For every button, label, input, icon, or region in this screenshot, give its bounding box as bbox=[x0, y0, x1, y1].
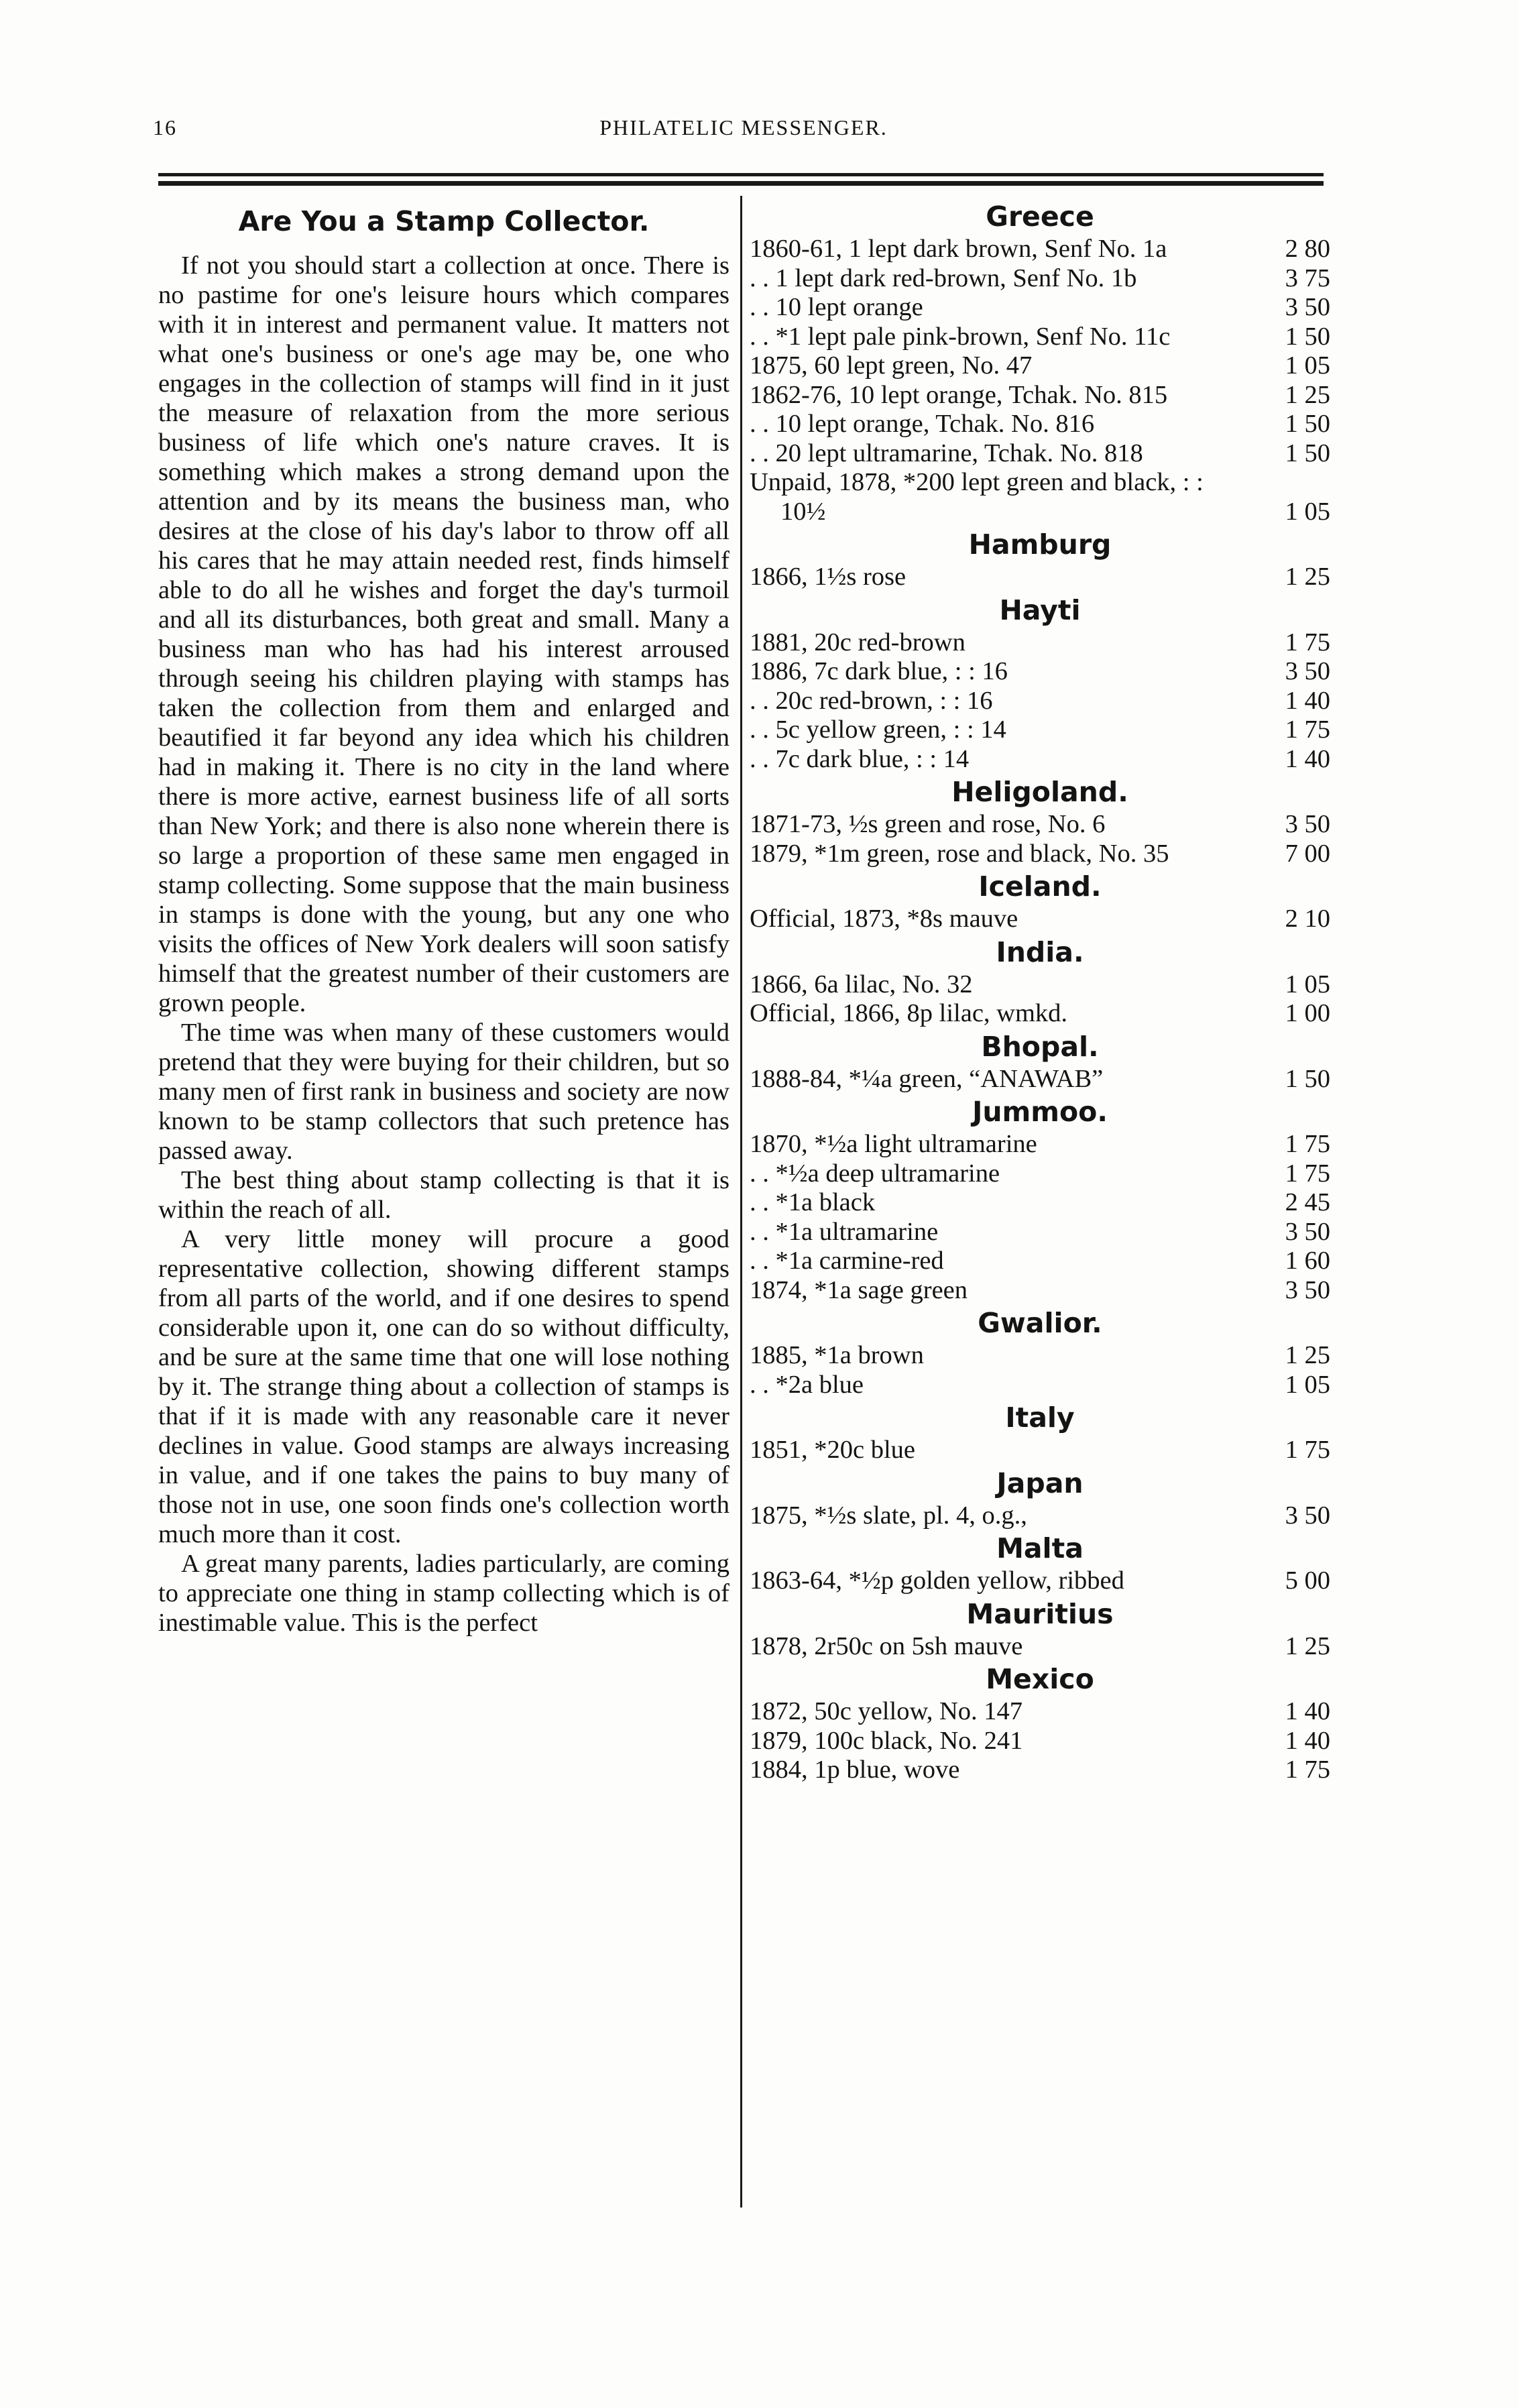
entry-price: 1 75 bbox=[1285, 1756, 1330, 1784]
price-entry bbox=[750, 1727, 1330, 1756]
price-entry bbox=[750, 351, 1330, 381]
price-entry bbox=[750, 810, 1330, 840]
price-entry bbox=[750, 1218, 1330, 1247]
entry-price: 1 25 bbox=[1285, 1631, 1330, 1660]
entry-price: 1 25 bbox=[1285, 1341, 1330, 1369]
entry-price: 1 40 bbox=[1285, 1726, 1330, 1755]
entry-price: 1 60 bbox=[1285, 1247, 1330, 1275]
price-entry bbox=[750, 715, 1330, 745]
country-heading: Malta bbox=[996, 1532, 1084, 1564]
entry-price: 1 40 bbox=[1285, 744, 1330, 773]
article-paragraph: The time was when many of these customers would pretend that they were buying for their children, but so many men of first rank in business and society are now known to be stamp collectors that such pretence has passed away. bbox=[158, 1019, 729, 1165]
entry-description: 1866, 6a lilac, No. 32 bbox=[750, 970, 973, 998]
entry-price: 1 00 bbox=[1285, 999, 1330, 1027]
entry-price: 1 05 bbox=[1285, 497, 1330, 526]
entry-description: . . 1 lept dark red-brown, Senf No. 1b bbox=[750, 264, 1137, 292]
entry-description: . . 5c yellow green, : : 14 bbox=[750, 715, 1006, 744]
entry-price: 1 75 bbox=[1285, 1436, 1330, 1464]
entry-price: 3 50 bbox=[1285, 1275, 1330, 1304]
entry-description: 1860-61, 1 lept dark brown, Senf No. 1a bbox=[750, 235, 1167, 263]
entry-price: 1 75 bbox=[1285, 628, 1330, 656]
price-entry bbox=[750, 439, 1330, 469]
price-entry bbox=[750, 999, 1330, 1029]
price-entry bbox=[750, 235, 1330, 264]
price-entry bbox=[750, 1159, 1330, 1189]
price-entry bbox=[750, 264, 1330, 294]
entry-price: 1 50 bbox=[1285, 410, 1330, 438]
entry-description: 1872, 50c yellow, No. 147 bbox=[750, 1697, 1023, 1725]
entry-price: 7 00 bbox=[1285, 839, 1330, 868]
entry-price: 1 05 bbox=[1285, 970, 1330, 998]
entry-description: . . *1a carmine-red bbox=[750, 1247, 944, 1275]
price-entry bbox=[750, 1130, 1330, 1159]
entry-description: 1866, 1½s rose bbox=[750, 563, 907, 591]
country-heading: Mexico bbox=[986, 1663, 1094, 1695]
price-entry bbox=[750, 628, 1330, 658]
country-heading: Iceland. bbox=[978, 870, 1102, 903]
price-entry bbox=[750, 1501, 1330, 1531]
page-header bbox=[153, 115, 1334, 148]
entry-description: 1888-84, *¼a green, “ANAWAB” bbox=[750, 1064, 1104, 1093]
country-heading: Heligoland. bbox=[951, 776, 1128, 808]
article-paragraph: A great many parents, ladies particularly, are coming to appreciate one thing in stamp collecting which is of inestimable value. This is the perfect bbox=[158, 1550, 729, 1637]
article-paragraph: The best thing about stamp collecting is that it is within the reach of all. bbox=[158, 1166, 729, 1224]
entry-description: . . 7c dark blue, : : 14 bbox=[750, 744, 970, 773]
entry-description: Official, 1873, *8s mauve bbox=[750, 905, 1018, 933]
entry-description: 1886, 7c dark blue, : : 16 bbox=[750, 657, 1008, 685]
entry-description: Unpaid, 1878, *200 lept green and black, : : 10½ bbox=[750, 468, 1204, 526]
entry-description: 1885, *1a brown bbox=[750, 1341, 924, 1369]
price-entry bbox=[750, 563, 1330, 592]
entry-description: . . *1a ultramarine bbox=[750, 1217, 939, 1246]
price-entry bbox=[750, 1632, 1330, 1662]
price-entry bbox=[750, 905, 1330, 934]
price-entry bbox=[750, 410, 1330, 439]
entry-price: 3 50 bbox=[1285, 810, 1330, 838]
entry-price: 3 50 bbox=[1285, 657, 1330, 685]
price-entry bbox=[750, 323, 1330, 352]
entry-description: . . 10 lept orange, Tchak. No. 816 bbox=[750, 410, 1095, 438]
price-entry bbox=[750, 1341, 1330, 1371]
entry-price: 1 05 bbox=[1285, 351, 1330, 380]
country-heading: Gwalior. bbox=[978, 1307, 1102, 1339]
entry-price: 3 50 bbox=[1285, 1217, 1330, 1246]
country-heading: Mauritius bbox=[966, 1597, 1114, 1630]
entry-price: 2 80 bbox=[1285, 235, 1330, 263]
entry-description: 1862-76, 10 lept orange, Tchak. No. 815 bbox=[750, 380, 1168, 409]
header-rule-thin bbox=[158, 173, 1324, 176]
entry-price: 1 75 bbox=[1285, 1159, 1330, 1188]
entry-description: . . *1a black bbox=[750, 1188, 876, 1216]
entry-description: . . 20c red-brown, : : 16 bbox=[750, 686, 993, 715]
price-entry bbox=[750, 381, 1330, 410]
price-entry bbox=[750, 1247, 1330, 1276]
country-heading: Japan bbox=[996, 1467, 1084, 1499]
price-entry bbox=[750, 293, 1330, 323]
entry-description: 1879, *1m green, rose and black, No. 35 bbox=[750, 839, 1169, 868]
price-entry bbox=[750, 1756, 1330, 1785]
entry-description: . . *2a blue bbox=[750, 1370, 864, 1399]
entry-price: 3 75 bbox=[1285, 264, 1330, 292]
country-heading: India. bbox=[996, 935, 1084, 968]
entry-price: 2 45 bbox=[1285, 1188, 1330, 1216]
entry-description: . . 10 lept orange bbox=[750, 293, 923, 321]
entry-description: 1878, 2r50c on 5sh mauve bbox=[750, 1631, 1023, 1660]
entry-price: 1 40 bbox=[1285, 1697, 1330, 1725]
country-heading: Hayti bbox=[999, 593, 1081, 626]
entry-description: 1874, *1a sage green bbox=[750, 1275, 968, 1304]
price-entry bbox=[750, 468, 1330, 526]
entry-description: Official, 1866, 8p lilac, wmkd. bbox=[750, 999, 1068, 1027]
entry-price: 5 00 bbox=[1285, 1566, 1330, 1595]
running-head: PHILATELIC MESSENGER. bbox=[599, 115, 888, 139]
article-column bbox=[158, 201, 729, 1638]
entry-price: 1 75 bbox=[1285, 715, 1330, 744]
price-entry bbox=[750, 1371, 1330, 1400]
column-divider bbox=[740, 196, 742, 2208]
entry-description: 1851, *20c blue bbox=[750, 1436, 915, 1464]
entry-description: 1875, 60 lept green, No. 47 bbox=[750, 351, 1033, 380]
page-number: 16 bbox=[153, 115, 177, 139]
entry-description: 1875, *½s slate, pl. 4, o.g., bbox=[750, 1501, 1027, 1530]
entry-price: 2 10 bbox=[1285, 905, 1330, 933]
article-paragraph: A very little money will procure a good representative collection, showing different stamps from all parts of the world, and if one desires to spend considerable upon it, one can do so without difficulty, and be sure at the same time that one will lose nothing by it. The strange thing about a collection of stamps is that if it is made with any reasonable care it never declines in value. Good stamps are always increasing in value, and if one takes the pains to buy many of those not in use, one soon finds one's collection worth much more than it cost. bbox=[158, 1225, 729, 1548]
entry-price: 1 05 bbox=[1285, 1370, 1330, 1399]
entry-price: 1 40 bbox=[1285, 686, 1330, 715]
price-entry bbox=[750, 745, 1330, 775]
entry-description: 1871-73, ½s green and rose, No. 6 bbox=[750, 810, 1106, 838]
entry-description: . . *1 lept pale pink-brown, Senf No. 11c bbox=[750, 322, 1171, 351]
country-heading: Hamburg bbox=[968, 528, 1112, 561]
entry-description: 1863-64, *½p golden yellow, ribbed bbox=[750, 1566, 1124, 1595]
entry-price: 3 50 bbox=[1285, 293, 1330, 321]
price-entry bbox=[750, 970, 1330, 1000]
price-entry bbox=[750, 1697, 1330, 1727]
price-entry bbox=[750, 657, 1330, 687]
price-entry bbox=[750, 840, 1330, 869]
entry-price: 1 50 bbox=[1285, 322, 1330, 351]
price-entry bbox=[750, 1436, 1330, 1465]
entry-description: 1879, 100c black, No. 241 bbox=[750, 1726, 1023, 1755]
price-entry bbox=[750, 1065, 1330, 1094]
country-heading: Italy bbox=[1005, 1401, 1075, 1434]
entry-description: 1884, 1p blue, wove bbox=[750, 1756, 960, 1784]
entry-price: 1 50 bbox=[1285, 439, 1330, 467]
entry-description: . . 20 lept ultramarine, Tchak. No. 818 bbox=[750, 439, 1143, 467]
header-rule-thick bbox=[158, 181, 1324, 186]
country-heading: Bhopal. bbox=[981, 1030, 1099, 1063]
entry-price: 3 50 bbox=[1285, 1501, 1330, 1530]
price-entry bbox=[750, 1566, 1330, 1596]
price-entry bbox=[750, 687, 1330, 716]
entry-price: 1 75 bbox=[1285, 1130, 1330, 1158]
entry-description: . . *½a deep ultramarine bbox=[750, 1159, 1000, 1188]
price-entry bbox=[750, 1188, 1330, 1218]
country-heading: Jummoo. bbox=[972, 1096, 1108, 1128]
price-entry bbox=[750, 1276, 1330, 1306]
entry-description: 1881, 20c red-brown bbox=[750, 628, 966, 656]
entry-price: 1 25 bbox=[1285, 563, 1330, 591]
stamp-price-list bbox=[750, 198, 1330, 1785]
entry-description: 1870, *½a light ultramarine bbox=[750, 1130, 1037, 1158]
country-heading: Greece bbox=[986, 200, 1094, 233]
entry-price: 1 25 bbox=[1285, 380, 1330, 409]
article-title: Are You a Stamp Collector. bbox=[238, 205, 650, 237]
entry-price: 1 50 bbox=[1285, 1064, 1330, 1093]
article-paragraph: If not you should start a collection at once. There is no pastime for one's leisure hours which compares with it in interest and permanent value. It matters not what one's business or one's age may be, one who engages in the collection of stamps will find in it just the measure of relaxation from the more serious business of life which one's nature craves. It is something which makes a strong demand upon the attention and by its means the business man, who desires at the close of his day's labor to throw off all his cares that he may attain needed rest, finds himself able to do all he wishes and forget the day's turmoil and all its disturbances, both great and small. Many a business man who has had his interest arroused through seeing his children playing with stamps has taken the collection from them and enlarged and beautified it far beyond any idea which his children had in making it. There is no city in the land where there is more active, earnest business life of all sorts than New York; and there is also none wherein there is so large a proportion of these same men engaged in stamp collecting. Some suppose that the main business in stamps is done with the young, but any one who visits the offices of New York dealers will soon satisfy himself that the greatest number of their customers are grown people. bbox=[158, 251, 729, 1017]
